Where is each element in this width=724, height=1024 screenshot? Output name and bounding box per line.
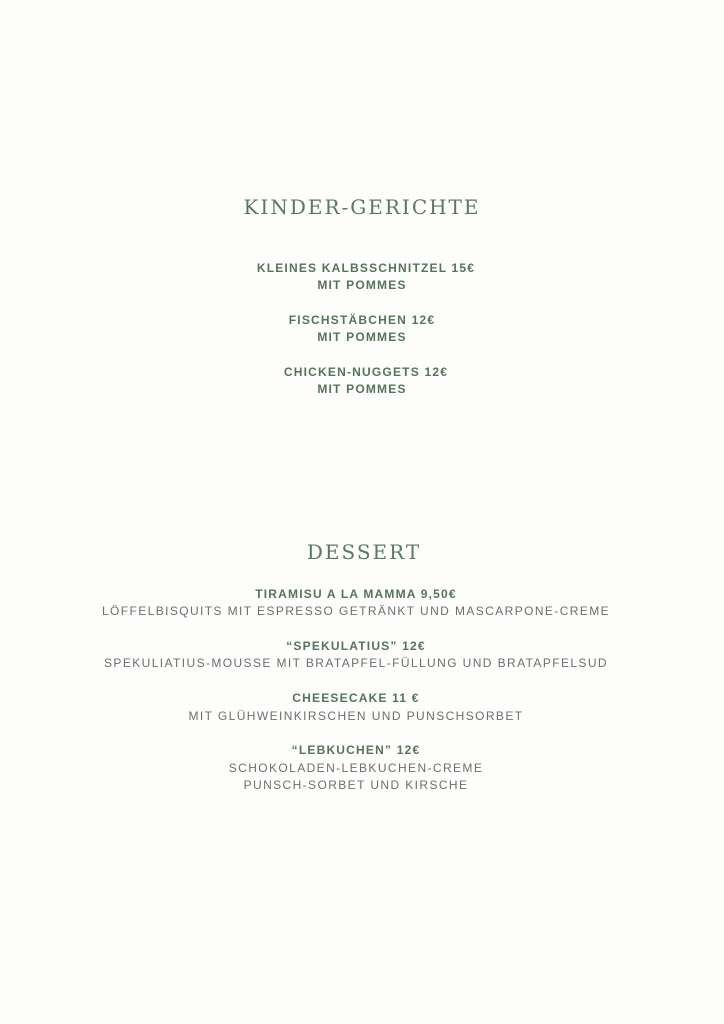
kids-item-side: MIT POMMES	[317, 382, 407, 396]
dessert-item-description: PUNSCH-SORBET UND KIRSCHE	[243, 778, 469, 792]
kids-item-side: MIT POMMES	[317, 330, 407, 344]
kids-item-name: CHICKEN-NUGGETS 12€	[283, 365, 449, 379]
dessert-item-name: “LEBKUCHEN” 12€	[291, 743, 421, 757]
kids-item-side: MIT POMMES	[317, 278, 407, 292]
dessert-section-title: DESSERT	[306, 540, 422, 564]
dessert-item-description: MIT GLÜHWEINKIRSCHEN UND PUNSCHSORBET	[188, 709, 524, 723]
dessert-item-description: LÖFFELBISQUITS MIT ESPRESSO GETRÄNKT UND MASCARPONE-CREME	[101, 604, 611, 618]
dessert-item-description: SPEKULIATIUS-MOUSSE MIT BRATAPFEL-FÜLLUNG UND BRATAPFELSUD	[104, 656, 608, 670]
dessert-item-name: TIRAMISU A LA MAMMA 9,50€	[255, 587, 457, 601]
kids-item-name: KLEINES KALBSSCHNITZEL 15€	[256, 261, 476, 275]
dessert-item-description: SCHOKOLADEN-LEBKUCHEN-CREME	[228, 761, 484, 775]
dessert-item-name: CHEESECAKE 11 €	[292, 691, 420, 705]
kids-section-title: KINDER-GERICHTE	[243, 195, 481, 219]
kids-item-name: FISCHSTÄBCHEN 12€	[288, 313, 436, 327]
dessert-item-name: “SPEKULATIUS” 12€	[286, 639, 426, 653]
